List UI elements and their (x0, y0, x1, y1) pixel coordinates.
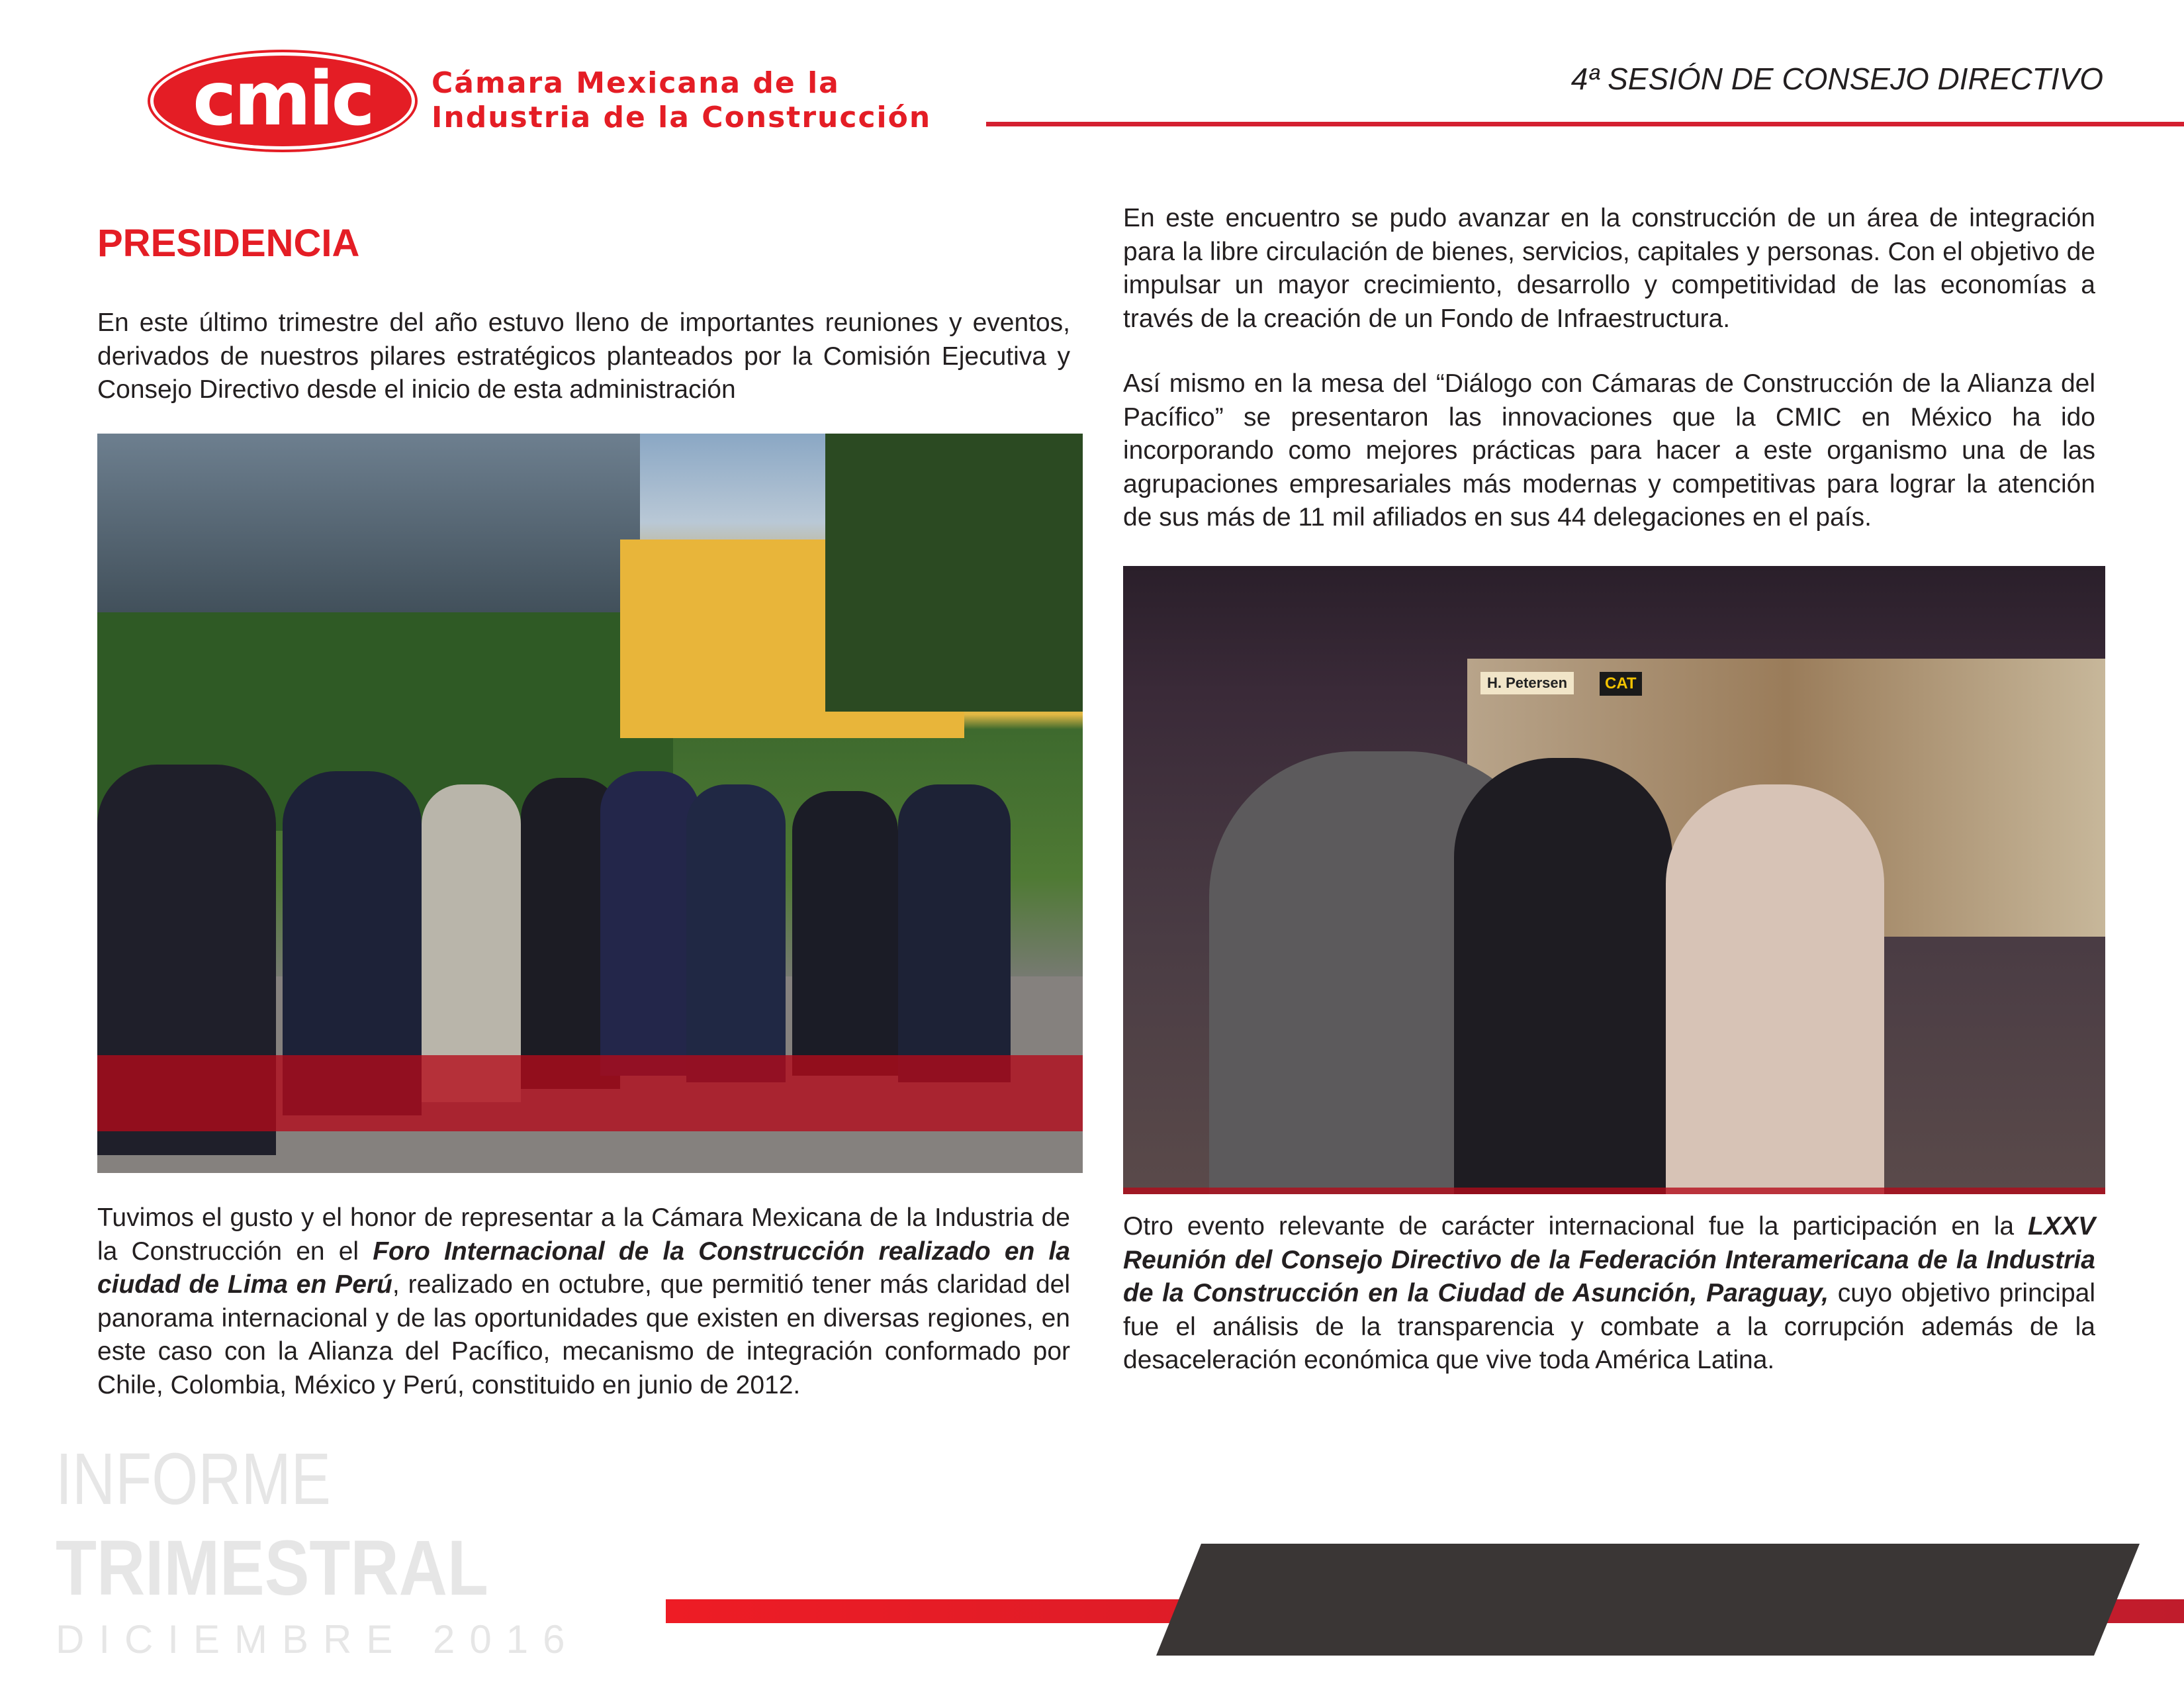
dialogue-paragraph: Así mismo en la mesa del “Diálogo con Cámaras de Construcción de la Alianza del Pacífico” se presentaron las innovaciones que la CMIC en México ha ido incorporando como mejores prácticas para hacer a este organismo una de las agrupaciones empresariales más modernas y competitivas para lograr la atención de sus más de 11 mil afiliados en sus 44 delegaciones en el país. (1123, 369, 2095, 532)
logo-text: Cámara Mexicana de la Industria de la Construcción (432, 66, 932, 134)
footer-date: DICIEMBRE 2016 (56, 1617, 580, 1662)
integration-paragraph: En este encuentro se pudo avanzar en la construcción de un área de integración para la libre circulación de bienes, servicios, capitales y personas. Con el objetivo de impulsar un mayor crecimiento, desarrollo y competitividad de las economías a través de la creación de un Fondo de Infraestructura. (1123, 204, 2095, 333)
section-title: PRESIDENCIA (97, 222, 360, 265)
intro-paragraph: En este último trimestre del año estuvo lleno de importantes reuniones y eventos, derivados de nuestros pilares estratégicos planteados por la Comisión Ejecutiva y Consejo Directivo desde el inicio de esta administración (97, 308, 1070, 404)
header-title: 4ª SESIÓN DE CONSEJO DIRECTIVO (1570, 62, 2103, 96)
cmic-logo: cmic (154, 56, 412, 146)
cat-banner: H. Petersen CAT (1467, 659, 2105, 937)
footer-trimestral: TRIMESTRAL (56, 1524, 488, 1612)
asuncion-paragraph: Otro evento relevante de carácter internacional fue la participación en la LXXV Reunión del Consejo Directivo de la Federación Interamericana de la Industria de la Construcción en la Ciudad de Asunción, Paraguay, cuyo objetivo principal fue el análisis de la transparencia y combate a la corrupción además de la desaceleración económica que vive toda América Latina. (1123, 1212, 2095, 1374)
lima-forum-paragraph: Tuvimos el gusto y el honor de representar a la Cámara Mexicana de la Industria de la Construcción en el Foro Internacional de la Construcción realizado en la ciudad de Lima en Perú, realizado en octubre, que permitió tener más claridad del panorama internacional y de las oportunidades que existen en diversas regiones, en este caso con la Alianza del Pacífico, mecanismo de integración conformado por Chile, Colombia, México y Perú, constituido en junio de 2012. (97, 1203, 1071, 1399)
footer-informe: INFORME (56, 1438, 331, 1520)
